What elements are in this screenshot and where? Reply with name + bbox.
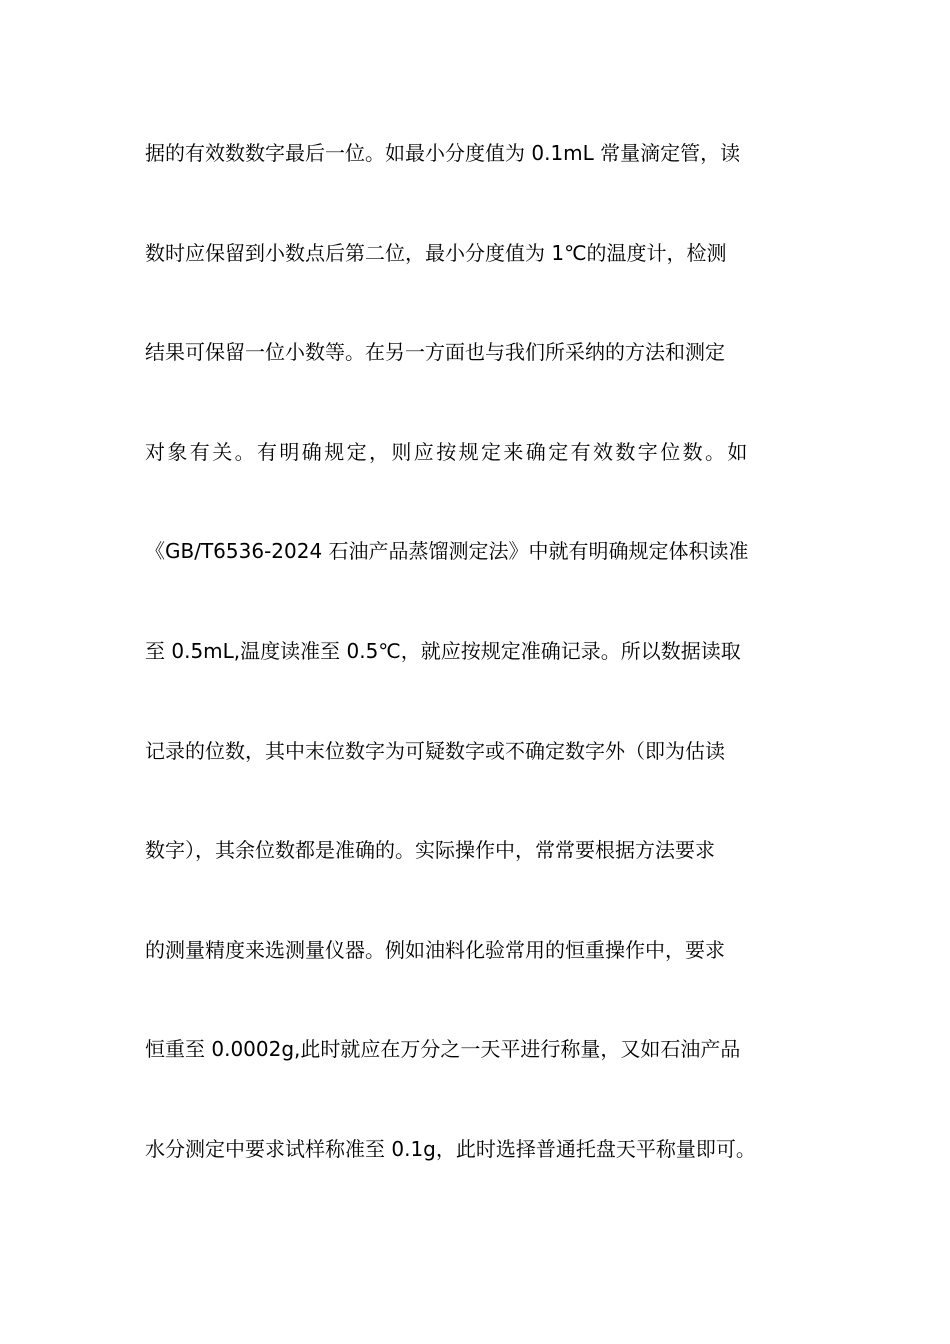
text-line: 至 0.5mL,温度读准至 0.5℃，就应按规定准确记录。所以数据读取 [145,638,741,663]
text-line: 《GB/T6536-2024 石油产品蒸馏测定法》中就有明确规定体积读准 [145,539,749,564]
body-text [145,128,810,1224]
text-line: 恒重至 0.0002g,此时就应在万分之一天平进行称量，又如石油产品 [145,1037,741,1062]
text-line: 水分测定中要求试样称准至 0.1g，此时选择普通托盘天平称量即可。 [145,1136,756,1161]
text-line: 对象有关。有明确规定，则应按规定来确定有效数字位数。如 [145,439,750,464]
text-line: 据的有效数数字最后一位。如最小分度值为 0.1mL 常量滴定管，读 [145,141,741,165]
text-line: 记录的位数，其中末位数字为可疑数字或不确定数字外（即为估读 [145,738,725,763]
text-line: 数时应保留到小数点后第二位，最小分度值为 1℃的温度计，检测 [145,240,727,265]
text-line: 的测量精度来选测量仪器。例如油料化验常用的恒重操作中，要求 [145,937,725,962]
text-line: 结果可保留一位小数等。在另一方面也与我们所采纳的方法和测定 [145,340,725,365]
text-line: 数字），其余位数都是准确的。实际操作中，常常要根据方法要求 [145,838,715,863]
